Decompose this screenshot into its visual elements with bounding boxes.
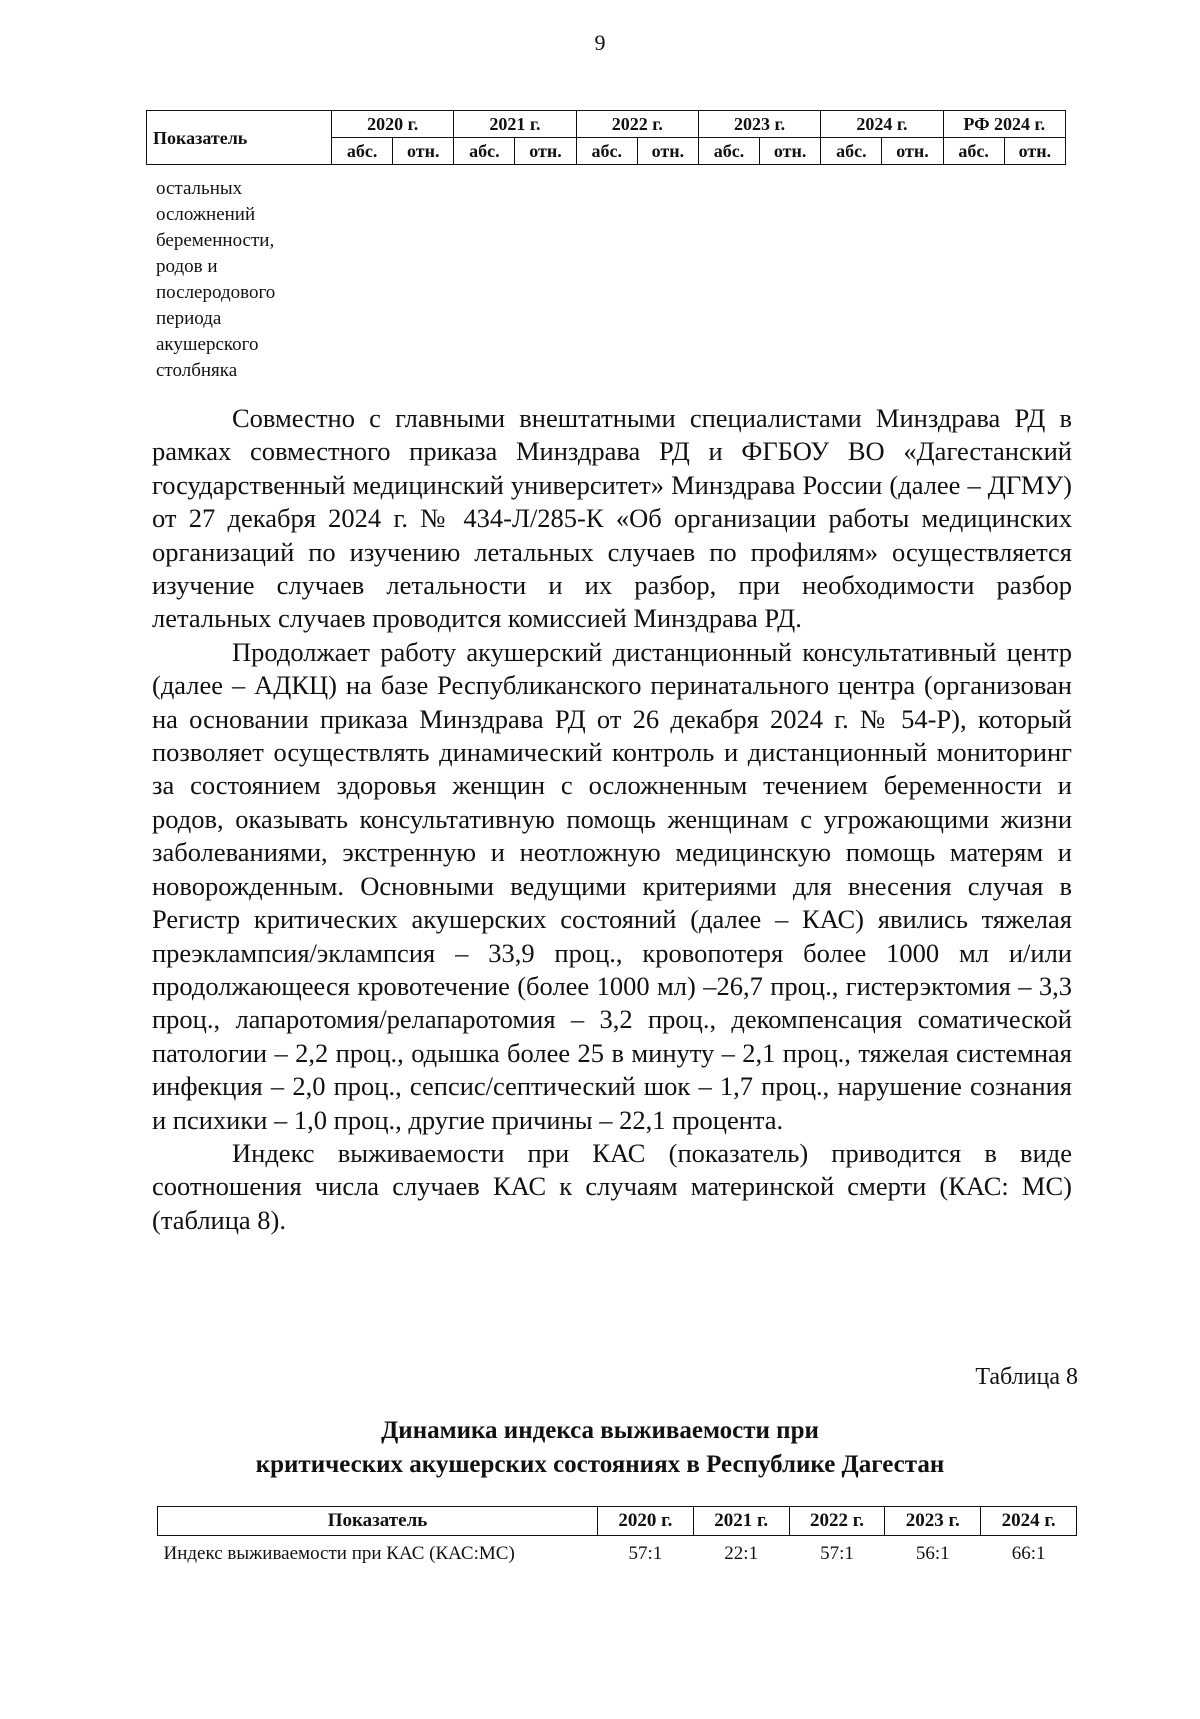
column-header-year: 2023 г.: [885, 1507, 981, 1536]
column-header-rel: отн.: [1004, 138, 1065, 165]
continued-row-line: родов и: [156, 256, 218, 277]
table-title: [0, 1414, 1200, 1482]
table-row: [158, 1536, 1077, 1573]
continued-row-line: периода: [156, 308, 222, 329]
column-header-year: 2023 г.: [698, 111, 820, 138]
column-header-year: 2022 г.: [576, 111, 698, 138]
table-title-line: Динамика индекса выживаемости при: [381, 1417, 819, 1444]
page-number: 9: [594, 30, 606, 55]
column-header-year: 2021 г.: [454, 111, 576, 138]
table-cell: 57:1: [628, 1543, 663, 1564]
paragraph: Индекс выживаемости при КАС (показатель) приводится в виде соотношения числа случаев КАС к случаям материнской смерти (КАС: МС) (таблица 8).: [152, 1137, 1072, 1235]
column-header-year: 2024 г.: [821, 111, 943, 138]
table-cell: 22:1: [724, 1543, 759, 1564]
column-header-rel: отн.: [637, 138, 698, 165]
continued-row-line: столбняка: [156, 360, 238, 381]
table-cell: 56:1: [915, 1543, 950, 1564]
continued-row-line: беременности,: [156, 230, 275, 251]
column-header-year: 2022 г.: [789, 1507, 885, 1536]
column-header-year: 2021 г.: [693, 1507, 789, 1536]
column-header-abs: абс.: [821, 138, 882, 165]
column-header-year: 2024 г.: [981, 1507, 1077, 1536]
paragraph: Совместно с главными внештатными специалистами Минздрава РД в рамках совместного приказа Минздрава РД и ФГБОУ ВО «Дагестанский государственный медицинский университет» Минздрава России (далее – ДГМУ) от 27 декабря 2024 г. № 434-Л/285-К «Об организации работы медицинских организаций по изучению летальных случаев по профилям» осуществляется изучение случаев летальности и их разбор, при необходимости разбор летальных случаев проводится комиссией Минздрава РД.: [152, 403, 1072, 634]
continued-row-line: остальных: [156, 178, 243, 199]
column-header-year: 2020 г.: [598, 1507, 694, 1536]
table-header-row: [158, 1507, 1077, 1536]
indicators-table-continued: [146, 110, 1066, 165]
column-header-abs: абс.: [332, 138, 393, 165]
column-header-rel: отн.: [393, 138, 454, 165]
continued-row-line: акушерского: [156, 334, 259, 355]
column-header-rel: отн.: [515, 138, 576, 165]
table-title-line: критических акушерских состояниях в Республике Дагестан: [255, 1451, 945, 1478]
continued-row-line: послеродового: [156, 282, 276, 303]
table-cell: 57:1: [820, 1543, 854, 1564]
column-header-indicator: Показатель: [147, 111, 332, 165]
column-header-abs: абс.: [454, 138, 515, 165]
column-header-year: 2020 г.: [332, 111, 454, 138]
continued-row-label: [156, 176, 356, 384]
column-header-year: РФ 2024 г.: [943, 111, 1065, 138]
table-header-row-years: [147, 111, 1066, 138]
survival-index-table: [157, 1506, 1077, 1572]
column-header-abs: абс.: [576, 138, 637, 165]
paragraph: Продолжает работу акушерский дистанционный консультативный центр (далее – АДКЦ) на базе Республиканского перинатального центра (организован на основании приказа Минздрава РД от 26 декабря 2024 г. № 54-Р), который позволяет осуществлять динамический контроль и дистанционный мониторинг за состоянием здоровья женщин с осложненным течением беременности и родов, оказывать консультативную помощь женщинам с угрожающими жизни заболеваниями, экстренную и неотложную медицинскую помощь матерям и новорожденным. Основными ведущими критериями для внесения случая в Регистр критических акушерских состояний (далее – КАС) явились тяжелая преэклампсия/эклампсия – 33,9 проц., кровопотеря более 1000 мл и/или продолжающееся кровотечение (более 1000 мл) –26,7 проц., гистерэктомия – 3,3 проц., лапаротомия/релапаротомия – 3,2 проц., декомпенсация соматической патологии – 2,2 проц., одышка более 25 в минуту – 2,1 проц., тяжелая системная инфекция – 2,0 проц., сепсис/септический шок – 1,7 проц., нарушение сознания и психики – 1,0 проц., другие причины – 22,1 процента.: [152, 636, 1072, 1135]
body-text: [152, 402, 1072, 1237]
continued-row-line: осложнений: [156, 204, 256, 225]
column-header-abs: абс.: [698, 138, 759, 165]
column-header-abs: абс.: [943, 138, 1004, 165]
column-header-indicator: Показатель: [158, 1507, 598, 1536]
table-cell: 66:1: [1011, 1543, 1046, 1564]
column-header-rel: отн.: [882, 138, 943, 165]
table-caption: Таблица 8: [975, 1364, 1078, 1390]
row-label: Индекс выживаемости при КАС (КАС:МС): [163, 1543, 515, 1564]
column-header-rel: отн.: [760, 138, 821, 165]
